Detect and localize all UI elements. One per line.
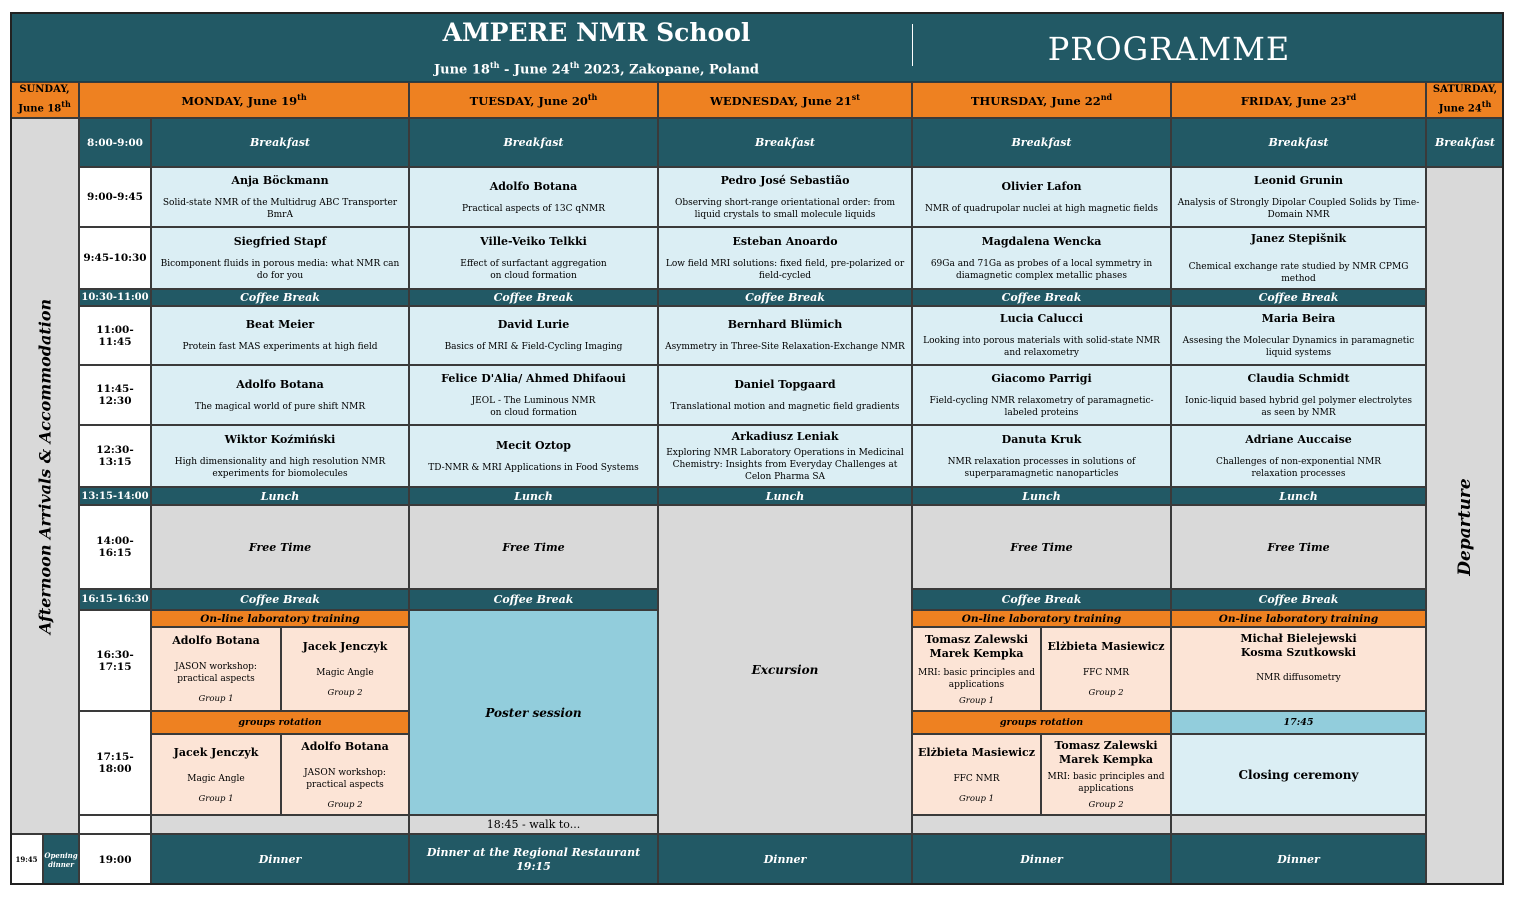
time-16-15: 16:15-16:30 <box>79 589 151 610</box>
friday-talk-3 <box>1171 306 1426 365</box>
tuesday-regional-dinner: Dinner at the Regional Restaurant 19:15 <box>409 834 658 885</box>
thursday-talk-1 <box>912 167 1171 227</box>
talk-title: TD-NMR & MRI Applications in Food Systems <box>428 462 639 473</box>
time-13-15: 13:15-14:00 <box>79 487 151 505</box>
thursday-lab-rotation-group1 <box>912 734 1041 815</box>
thursday-blank <box>912 815 1171 834</box>
tuesday-talk-4 <box>409 365 658 425</box>
speaker-name: Pedro José Sebastião <box>720 173 850 187</box>
monday-talk-5 <box>151 425 409 487</box>
thursday-lab-rotation-group2 <box>1041 734 1171 815</box>
speaker-name: Esteban Anoardo <box>732 234 838 248</box>
thursday-talk-3 <box>912 306 1171 365</box>
speaker-name: Elżbieta Masiewicz <box>1047 640 1165 653</box>
wednesday-coffee-1: Coffee Break <box>658 289 912 306</box>
speaker-name: Wiktor Koźmiński <box>224 432 336 446</box>
lab-title: MRI: basic principles and applications <box>918 667 1035 690</box>
monday-lab-rotation-group1 <box>151 734 281 815</box>
talk-title: 69Ga and 71Ga as probes of a local symmetry in diamagnetic complex metallic phases <box>930 258 1153 281</box>
thursday-online-training: On-line laboratory training <box>912 610 1171 627</box>
speaker-names: Tomasz Zalewski Marek Kempka <box>1054 739 1158 766</box>
lab-title: MRI: basic principles and applications <box>1047 772 1165 794</box>
wednesday-breakfast: Breakfast <box>658 118 912 167</box>
talk-title: NMR relaxation processes in solutions of superparamagnetic nanoparticles <box>947 456 1136 479</box>
talk-title: NMR of quadrupolar nuclei at high magnetic fields <box>925 203 1158 214</box>
thursday-groups-rotation: groups rotation <box>912 711 1171 734</box>
wednesday-lunch: Lunch <box>658 487 912 505</box>
lab-title: Magic Angle <box>316 668 374 678</box>
speaker-name: Leonid Grunin <box>1253 173 1344 187</box>
group-label: Group 1 <box>959 793 994 804</box>
thursday-talk-5 <box>912 425 1171 487</box>
thursday-talk-4 <box>912 365 1171 425</box>
speaker-name: Beat Meier <box>245 318 315 331</box>
speaker-name: Olivier Lafon <box>1001 179 1082 193</box>
speaker-name: Adolfo Botana <box>489 179 578 193</box>
speaker-name: Claudia Schmidt <box>1247 371 1350 385</box>
day-header-thursday: THURSDAY, June 22nd <box>912 82 1171 118</box>
time-16-30: 16:30-17:15 <box>79 610 151 711</box>
time-8-00: 8:00-9:00 <box>79 118 151 167</box>
speaker-name: Maria Beira <box>1261 312 1336 325</box>
talk-title: Exploring NMR Laboratory Operations in Medicinal Chemistry: Insights from Everyday Challenges at Celon Pharma SA <box>666 447 904 482</box>
talk-title: Basics of MRI & Field-Cycling Imaging <box>444 342 623 352</box>
friday-dinner: Dinner <box>1171 834 1426 885</box>
opening-dinner: Opening dinner <box>43 834 79 885</box>
speaker-name: Siegfried Stapf <box>233 234 327 248</box>
talk-title: Field-cycling NMR relaxometry of paramagnetic-labeled proteins <box>929 395 1154 418</box>
group-label: Group 2 <box>327 688 363 698</box>
talk-title: JEOL - The Luminous NMR on cloud formation <box>471 395 596 418</box>
time-17-15: 17:15-18:00 <box>79 711 151 815</box>
sunday-dinner-time: 19:45 <box>10 834 43 885</box>
tuesday-coffee-1: Coffee Break <box>409 289 658 306</box>
monday-lab-group2 <box>281 627 409 711</box>
talk-title: Solid-state NMR of the Multidrug ABC Transporter BmrA <box>162 197 398 220</box>
speaker-name: Adolfo Botana <box>301 739 389 753</box>
speaker-name: Anja Böckmann <box>231 173 329 187</box>
wednesday-dinner: Dinner <box>658 834 912 885</box>
saturday-breakfast: Breakfast <box>1426 118 1504 167</box>
departure-label: Departure <box>1455 478 1475 576</box>
thursday-coffee-2: Coffee Break <box>912 589 1171 610</box>
monday-talk-1 <box>151 167 409 227</box>
monday-dinner: Dinner <box>151 834 409 885</box>
friday-talk-2 <box>1171 227 1426 289</box>
speaker-name: Giacomo Parrigi <box>991 371 1092 385</box>
friday-closing-ceremony: Closing ceremony <box>1171 734 1426 815</box>
school-dates: June 18th - June 24th 2023, Zakopane, Poland <box>433 60 759 78</box>
friday-time-1745: 17:45 <box>1171 711 1426 734</box>
monday-breakfast: Breakfast <box>151 118 409 167</box>
talk-title: Bicomponent fluids in porous media: what NMR can do for you <box>160 258 400 281</box>
friday-online-training: On-line laboratory training <box>1171 610 1426 627</box>
speaker-names: Michał Bielejewski Kosma Szutkowski <box>1240 632 1357 659</box>
group-label: Group 1 <box>198 793 234 804</box>
thursday-coffee-1: Coffee Break <box>912 289 1171 306</box>
speaker-name: Adolfo Botana <box>236 377 324 391</box>
talk-title: Analysis of Strongly Dipolar Coupled Solids by Time-Domain NMR <box>1177 197 1420 220</box>
friday-lab <box>1171 627 1426 711</box>
tuesday-talk-2 <box>409 227 658 289</box>
tuesday-coffee-2: Coffee Break <box>409 589 658 610</box>
day-header-monday: MONDAY, June 19th <box>79 82 409 118</box>
talk-title: The magical world of pure shift NMR <box>194 401 366 412</box>
friday-breakfast: Breakfast <box>1171 118 1426 167</box>
speaker-name: Daniel Topgaard <box>734 377 836 391</box>
talk-title: Assesing the Molecular Dynamics in paramagnetic liquid systems <box>1182 336 1415 358</box>
monday-groups-rotation: groups rotation <box>151 711 409 734</box>
speaker-name: Danuta Kruk <box>1001 432 1082 446</box>
day-header-wednesday: WEDNESDAY, June 21st <box>658 82 912 118</box>
monday-lunch: Lunch <box>151 487 409 505</box>
friday-lunch: Lunch <box>1171 487 1426 505</box>
speaker-name: Jacek Jenczyk <box>302 640 388 653</box>
day-header-tuesday: TUESDAY, June 20th <box>409 82 658 118</box>
time-9-00: 9:00-9:45 <box>79 167 151 227</box>
tuesday-lunch: Lunch <box>409 487 658 505</box>
monday-blank <box>151 815 409 834</box>
speaker-name: Bernhard Blümich <box>727 318 843 331</box>
lab-title: NMR diffusometry <box>1256 673 1341 683</box>
time-11-00: 11:00-11:45 <box>79 306 151 365</box>
talk-title: Effect of surfactant aggregation on cloud formation <box>460 258 607 281</box>
talk-title: Low field MRI solutions: fixed field, pre-polarized or field-cycled <box>665 258 905 281</box>
time-11-45: 11:45-12:30 <box>79 365 151 425</box>
group-label: Group 1 <box>198 694 234 704</box>
monday-talk-3 <box>151 306 409 365</box>
monday-talk-4 <box>151 365 409 425</box>
friday-talk-1 <box>1171 167 1426 227</box>
friday-coffee-1: Coffee Break <box>1171 289 1426 306</box>
speaker-name: Adriane Auccaise <box>1245 432 1352 446</box>
monday-talk-2 <box>151 227 409 289</box>
speaker-names: Tomasz Zalewski Marek Kempka <box>924 632 1029 660</box>
tuesday-talk-3 <box>409 306 658 365</box>
speaker-name: Adolfo Botana <box>172 634 260 647</box>
speaker-name: Lucia Calucci <box>999 312 1084 325</box>
lab-title: FFC NMR <box>953 773 1000 784</box>
time-blank <box>79 815 151 834</box>
wednesday-talk-3 <box>658 306 912 365</box>
arrivals-label: Afternoon Arrivals & Accommodation <box>35 298 55 635</box>
day-header-friday: FRIDAY, June 23rd <box>1171 82 1426 118</box>
speaker-name: Mecit Oztop <box>496 438 571 452</box>
day-header-saturday: SATURDAY, June 24th <box>1426 82 1504 118</box>
programme-title: PROGRAMME <box>1047 30 1291 68</box>
time-9-45: 9:45-10:30 <box>79 227 151 289</box>
talk-title: Challenges of non-exponential NMR relaxation processes <box>1215 456 1382 479</box>
speaker-name: Ville-Veiko Telkki <box>480 234 587 248</box>
monday-online-training: On-line laboratory training <box>151 610 409 627</box>
talk-title: High dimensionality and high resolution NMR experiments for biomolecules <box>174 456 386 479</box>
friday-talk-4 <box>1171 365 1426 425</box>
tuesday-breakfast: Breakfast <box>409 118 658 167</box>
monday-lab-group1 <box>151 627 281 711</box>
thursday-lab-group1 <box>912 627 1041 711</box>
tuesday-talk-1 <box>409 167 658 227</box>
speaker-name: Arkadiusz Leniak <box>731 429 839 443</box>
school-title: AMPERE NMR School <box>442 18 751 47</box>
lab-title: JASON workshop: practical aspects <box>175 662 257 684</box>
time-14-00: 14:00-16:15 <box>79 505 151 589</box>
talk-title: Practical aspects of 13C qNMR <box>461 203 606 214</box>
monday-coffee-2: Coffee Break <box>151 589 409 610</box>
talk-title: Asymmetry in Three-Site Relaxation-Exchange NMR <box>665 342 905 352</box>
friday-talk-5 <box>1171 425 1426 487</box>
talk-title: Translational motion and magnetic field gradients <box>670 401 900 412</box>
tuesday-free-time: Free Time <box>409 505 658 589</box>
time-19-00: 19:00 <box>79 834 151 885</box>
wednesday-talk-5 <box>658 425 912 487</box>
talk-title: Chemical exchange rate studied by NMR CPMG method <box>1188 261 1409 284</box>
wednesday-talk-1 <box>658 167 912 227</box>
talk-title: Looking into porous materials with solid-state NMR and relaxometry <box>923 336 1160 358</box>
speaker-name: Jacek Jenczyk <box>173 745 259 759</box>
group-label: Group 2 <box>1088 800 1124 810</box>
speaker-name: Elżbieta Masiewicz <box>918 745 1035 759</box>
friday-blank <box>1171 815 1426 834</box>
wednesday-excursion: Excursion <box>658 505 912 834</box>
talk-title: Ionic-liquid based hybrid gel polymer electrolytes as seen by NMR <box>1184 395 1413 418</box>
wednesday-talk-2 <box>658 227 912 289</box>
time-12-30: 12:30-13:15 <box>79 425 151 487</box>
speaker-name: Janez Stepišnik <box>1250 231 1347 245</box>
group-label: Group 2 <box>1088 688 1124 698</box>
monday-lab-rotation-group2 <box>281 734 409 815</box>
thursday-lunch: Lunch <box>912 487 1171 505</box>
thursday-lab-group2 <box>1041 627 1171 711</box>
tuesday-talk-5 <box>409 425 658 487</box>
speaker-name: Magdalena Wencka <box>981 234 1102 248</box>
lab-title: Magic Angle <box>187 773 245 784</box>
lab-title: FFC NMR <box>1082 668 1130 678</box>
group-label: Group 1 <box>959 695 994 706</box>
time-10-30: 10:30-11:00 <box>79 289 151 306</box>
lab-title: JASON workshop: practical aspects <box>304 767 386 790</box>
wednesday-talk-4 <box>658 365 912 425</box>
speaker-name: David Lurie <box>497 318 570 331</box>
monday-coffee-1: Coffee Break <box>151 289 409 306</box>
speaker-name: Felice D'Alia/ Ahmed Dhifaoui <box>441 371 626 385</box>
tuesday-poster-session: Poster session <box>409 610 658 815</box>
talk-title: Observing short-range orientational order: from liquid crystals to small molecule liquids <box>674 197 896 220</box>
group-label: Group 2 <box>327 799 363 810</box>
thursday-breakfast: Breakfast <box>912 118 1171 167</box>
monday-free-time: Free Time <box>151 505 409 589</box>
tuesday-walk: 18:45 - walk to... <box>409 815 658 834</box>
thursday-talk-2 <box>912 227 1171 289</box>
day-header-sunday: SUNDAY, June 18th <box>10 82 79 118</box>
talk-title: Protein fast MAS experiments at high field <box>182 342 378 352</box>
thursday-free-time: Free Time <box>912 505 1171 589</box>
thursday-dinner: Dinner <box>912 834 1171 885</box>
friday-coffee-2: Coffee Break <box>1171 589 1426 610</box>
friday-free-time: Free Time <box>1171 505 1426 589</box>
